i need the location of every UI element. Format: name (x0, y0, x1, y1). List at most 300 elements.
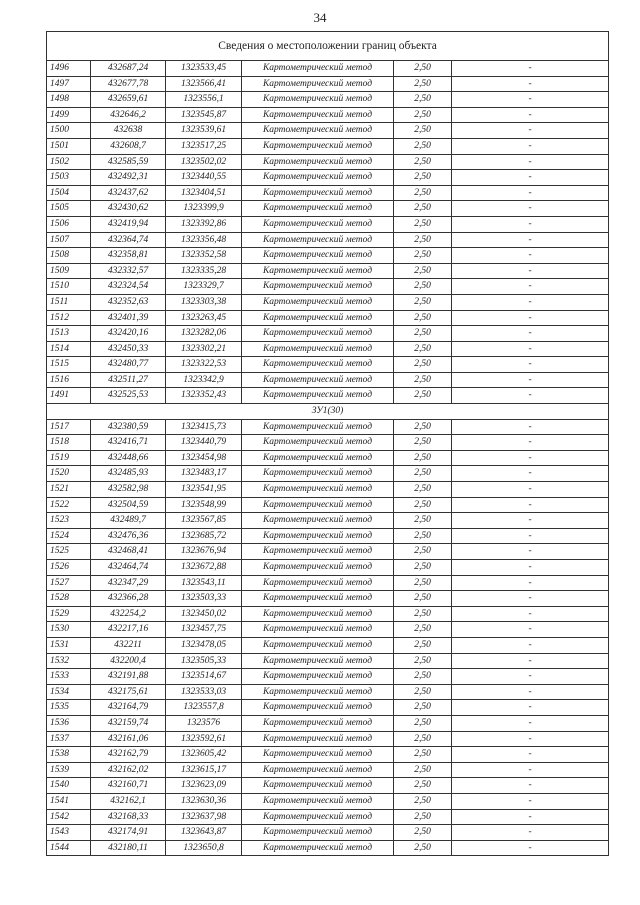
point-number: 1537 (47, 731, 91, 747)
accuracy-cell: 2,50 (394, 450, 452, 466)
y-coordinate: 1323637,98 (166, 809, 242, 825)
method-cell: Картометрический метод (242, 653, 394, 669)
description-cell: - (452, 185, 609, 201)
point-number: 1506 (47, 216, 91, 232)
description-cell: - (452, 450, 609, 466)
description-cell: - (452, 107, 609, 123)
table-row (47, 544, 609, 560)
y-coordinate: 1323533,45 (166, 61, 242, 77)
method-cell: Картометрический метод (242, 669, 394, 685)
description-cell: - (452, 310, 609, 326)
description-cell: - (452, 482, 609, 498)
point-number: 1522 (47, 497, 91, 513)
accuracy-cell: 2,50 (394, 528, 452, 544)
accuracy-cell: 2,50 (394, 310, 452, 326)
description-cell: - (452, 248, 609, 264)
x-coordinate: 432401,39 (91, 310, 166, 326)
y-coordinate: 1323415,73 (166, 419, 242, 435)
description-cell: - (452, 279, 609, 295)
description-cell: - (452, 123, 609, 139)
method-cell: Картометрический метод (242, 310, 394, 326)
description-cell: - (452, 715, 609, 731)
x-coordinate: 432430,62 (91, 201, 166, 217)
accuracy-cell: 2,50 (394, 762, 452, 778)
description-cell: - (452, 560, 609, 576)
method-cell: Картометрический метод (242, 825, 394, 841)
method-cell: Картометрический метод (242, 201, 394, 217)
description-cell: - (452, 700, 609, 716)
point-number: 1508 (47, 248, 91, 264)
x-coordinate: 432585,59 (91, 154, 166, 170)
point-number: 1525 (47, 544, 91, 560)
accuracy-cell: 2,50 (394, 154, 452, 170)
point-number: 1528 (47, 591, 91, 607)
method-cell: Картометрический метод (242, 591, 394, 607)
table-row (47, 201, 609, 217)
table-row (47, 154, 609, 170)
point-number: 1504 (47, 185, 91, 201)
table-row (47, 809, 609, 825)
x-coordinate: 432420,16 (91, 326, 166, 342)
description-cell: - (452, 170, 609, 186)
method-cell: Картометрический метод (242, 388, 394, 404)
method-cell: Картометрический метод (242, 419, 394, 435)
table-row (47, 466, 609, 482)
method-cell: Картометрический метод (242, 61, 394, 77)
description-cell: - (452, 138, 609, 154)
y-coordinate: 1323502,02 (166, 154, 242, 170)
method-cell: Картометрический метод (242, 700, 394, 716)
point-number: 1519 (47, 450, 91, 466)
method-cell: Картометрический метод (242, 606, 394, 622)
y-coordinate: 1323322,53 (166, 357, 242, 373)
x-coordinate: 432254,2 (91, 606, 166, 622)
method-cell: Картометрический метод (242, 544, 394, 560)
method-cell: Картометрический метод (242, 138, 394, 154)
point-number: 1500 (47, 123, 91, 139)
accuracy-cell: 2,50 (394, 435, 452, 451)
y-coordinate: 1323399,9 (166, 201, 242, 217)
x-coordinate: 432489,7 (91, 513, 166, 529)
point-number: 1529 (47, 606, 91, 622)
description-cell: - (452, 684, 609, 700)
method-cell: Картометрический метод (242, 294, 394, 310)
y-coordinate: 1323356,48 (166, 232, 242, 248)
accuracy-cell: 2,50 (394, 591, 452, 607)
accuracy-cell: 2,50 (394, 185, 452, 201)
point-number: 1534 (47, 684, 91, 700)
x-coordinate: 432638 (91, 123, 166, 139)
method-cell: Картометрический метод (242, 76, 394, 92)
y-coordinate: 1323404,51 (166, 185, 242, 201)
y-coordinate: 1323650,8 (166, 840, 242, 856)
description-cell: - (452, 528, 609, 544)
accuracy-cell: 2,50 (394, 92, 452, 108)
method-cell: Картометрический метод (242, 497, 394, 513)
x-coordinate: 432364,74 (91, 232, 166, 248)
table-row (47, 747, 609, 763)
method-cell: Картометрический метод (242, 123, 394, 139)
table-row (47, 216, 609, 232)
accuracy-cell: 2,50 (394, 825, 452, 841)
description-cell: - (452, 263, 609, 279)
description-cell: - (452, 809, 609, 825)
point-number: 1507 (47, 232, 91, 248)
x-coordinate: 432211 (91, 637, 166, 653)
x-coordinate: 432168,33 (91, 809, 166, 825)
table-row (47, 419, 609, 435)
description-cell: - (452, 201, 609, 217)
point-number: 1510 (47, 279, 91, 295)
table-row (47, 637, 609, 653)
description-cell: - (452, 388, 609, 404)
table-row (47, 762, 609, 778)
point-number: 1535 (47, 700, 91, 716)
accuracy-cell: 2,50 (394, 840, 452, 856)
description-cell: - (452, 669, 609, 685)
point-number: 1520 (47, 466, 91, 482)
method-cell: Картометрический метод (242, 513, 394, 529)
x-coordinate: 432200,4 (91, 653, 166, 669)
accuracy-cell: 2,50 (394, 372, 452, 388)
table-row (47, 185, 609, 201)
description-cell: - (452, 591, 609, 607)
x-coordinate: 432480,77 (91, 357, 166, 373)
x-coordinate: 432162,1 (91, 793, 166, 809)
x-coordinate: 432162,79 (91, 747, 166, 763)
description-cell: - (452, 419, 609, 435)
y-coordinate: 1323615,17 (166, 762, 242, 778)
description-cell: - (452, 793, 609, 809)
y-coordinate: 1323643,87 (166, 825, 242, 841)
y-coordinate: 1323440,79 (166, 435, 242, 451)
point-number: 1538 (47, 747, 91, 763)
method-cell: Картометрический метод (242, 216, 394, 232)
point-number: 1512 (47, 310, 91, 326)
accuracy-cell: 2,50 (394, 138, 452, 154)
table-title-row (47, 32, 609, 61)
x-coordinate: 432159,74 (91, 715, 166, 731)
description-cell: - (452, 778, 609, 794)
x-coordinate: 432161,06 (91, 731, 166, 747)
method-cell: Картометрический метод (242, 263, 394, 279)
table-row (47, 61, 609, 77)
method-cell: Картометрический метод (242, 575, 394, 591)
x-coordinate: 432352,63 (91, 294, 166, 310)
y-coordinate: 1323514,67 (166, 669, 242, 685)
y-coordinate: 1323533,03 (166, 684, 242, 700)
y-coordinate: 1323557,8 (166, 700, 242, 716)
description-cell: - (452, 76, 609, 92)
x-coordinate: 432419,94 (91, 216, 166, 232)
x-coordinate: 432416,71 (91, 435, 166, 451)
x-coordinate: 432687,24 (91, 61, 166, 77)
boundary-coordinates-table (46, 31, 609, 856)
section-label: ЗУ1(30) (47, 404, 609, 420)
y-coordinate: 1323545,87 (166, 107, 242, 123)
table-row (47, 294, 609, 310)
point-number: 1536 (47, 715, 91, 731)
accuracy-cell: 2,50 (394, 575, 452, 591)
description-cell: - (452, 357, 609, 373)
description-cell: - (452, 92, 609, 108)
method-cell: Картометрический метод (242, 482, 394, 498)
table-row (47, 76, 609, 92)
table-row (47, 731, 609, 747)
accuracy-cell: 2,50 (394, 170, 452, 186)
method-cell: Картометрический метод (242, 731, 394, 747)
table-row (47, 840, 609, 856)
description-cell: - (452, 232, 609, 248)
description-cell: - (452, 544, 609, 560)
accuracy-cell: 2,50 (394, 793, 452, 809)
description-cell: - (452, 154, 609, 170)
accuracy-cell: 2,50 (394, 466, 452, 482)
point-number: 1502 (47, 154, 91, 170)
table-row (47, 653, 609, 669)
y-coordinate: 1323556,1 (166, 92, 242, 108)
table-row (47, 450, 609, 466)
x-coordinate: 432191,88 (91, 669, 166, 685)
method-cell: Картометрический метод (242, 279, 394, 295)
x-coordinate: 432468,41 (91, 544, 166, 560)
point-number: 1530 (47, 622, 91, 638)
table-row (47, 435, 609, 451)
y-coordinate: 1323457,75 (166, 622, 242, 638)
point-number: 1533 (47, 669, 91, 685)
accuracy-cell: 2,50 (394, 669, 452, 685)
x-coordinate: 432492,31 (91, 170, 166, 186)
accuracy-cell: 2,50 (394, 637, 452, 653)
accuracy-cell: 2,50 (394, 809, 452, 825)
method-cell: Картометрический метод (242, 450, 394, 466)
description-cell: - (452, 61, 609, 77)
x-coordinate: 432504,59 (91, 497, 166, 513)
table-row (47, 684, 609, 700)
method-cell: Картометрический метод (242, 793, 394, 809)
description-cell: - (452, 372, 609, 388)
point-number: 1524 (47, 528, 91, 544)
y-coordinate: 1323539,61 (166, 123, 242, 139)
method-cell: Картометрический метод (242, 248, 394, 264)
method-cell: Картометрический метод (242, 762, 394, 778)
accuracy-cell: 2,50 (394, 123, 452, 139)
x-coordinate: 432180,11 (91, 840, 166, 856)
table-row (47, 372, 609, 388)
table-row (47, 279, 609, 295)
y-coordinate: 1323352,58 (166, 248, 242, 264)
point-number: 1501 (47, 138, 91, 154)
method-cell: Картометрический метод (242, 560, 394, 576)
accuracy-cell: 2,50 (394, 731, 452, 747)
accuracy-cell: 2,50 (394, 497, 452, 513)
method-cell: Картометрический метод (242, 747, 394, 763)
method-cell: Картометрический метод (242, 326, 394, 342)
y-coordinate: 1323676,94 (166, 544, 242, 560)
y-coordinate: 1323352,43 (166, 388, 242, 404)
table-row (47, 497, 609, 513)
y-coordinate: 1323282,06 (166, 326, 242, 342)
x-coordinate: 432380,59 (91, 419, 166, 435)
point-number: 1511 (47, 294, 91, 310)
accuracy-cell: 2,50 (394, 357, 452, 373)
point-number: 1521 (47, 482, 91, 498)
y-coordinate: 1323342,9 (166, 372, 242, 388)
description-cell: - (452, 575, 609, 591)
table-row (47, 357, 609, 373)
table-row (47, 528, 609, 544)
accuracy-cell: 2,50 (394, 216, 452, 232)
method-cell: Картометрический метод (242, 778, 394, 794)
point-number: 1491 (47, 388, 91, 404)
x-coordinate: 432646,2 (91, 107, 166, 123)
x-coordinate: 432450,33 (91, 341, 166, 357)
y-coordinate: 1323517,25 (166, 138, 242, 154)
accuracy-cell: 2,50 (394, 560, 452, 576)
x-coordinate: 432485,93 (91, 466, 166, 482)
table-title: Сведения о местоположении границ объекта (47, 32, 609, 61)
method-cell: Картометрический метод (242, 232, 394, 248)
table-row (47, 107, 609, 123)
method-cell: Картометрический метод (242, 357, 394, 373)
table-row (47, 232, 609, 248)
accuracy-cell: 2,50 (394, 715, 452, 731)
table-row (47, 669, 609, 685)
y-coordinate: 1323392,86 (166, 216, 242, 232)
point-number: 1542 (47, 809, 91, 825)
y-coordinate: 1323566,41 (166, 76, 242, 92)
method-cell: Картометрический метод (242, 715, 394, 731)
table-row (47, 591, 609, 607)
description-cell: - (452, 497, 609, 513)
description-cell: - (452, 435, 609, 451)
point-number: 1523 (47, 513, 91, 529)
x-coordinate: 432437,62 (91, 185, 166, 201)
method-cell: Картометрический метод (242, 840, 394, 856)
table-row (47, 326, 609, 342)
point-number: 1531 (47, 637, 91, 653)
point-number: 1518 (47, 435, 91, 451)
x-coordinate: 432324,54 (91, 279, 166, 295)
table-row (47, 170, 609, 186)
table-row (47, 560, 609, 576)
x-coordinate: 432677,78 (91, 76, 166, 92)
point-number: 1544 (47, 840, 91, 856)
accuracy-cell: 2,50 (394, 622, 452, 638)
table-row (47, 513, 609, 529)
point-number: 1543 (47, 825, 91, 841)
accuracy-cell: 2,50 (394, 326, 452, 342)
point-number: 1505 (47, 201, 91, 217)
method-cell: Картометрический метод (242, 684, 394, 700)
description-cell: - (452, 731, 609, 747)
point-number: 1532 (47, 653, 91, 669)
accuracy-cell: 2,50 (394, 544, 452, 560)
x-coordinate: 432525,53 (91, 388, 166, 404)
y-coordinate: 1323548,99 (166, 497, 242, 513)
table-row (47, 778, 609, 794)
point-number: 1526 (47, 560, 91, 576)
x-coordinate: 432476,36 (91, 528, 166, 544)
x-coordinate: 432358,81 (91, 248, 166, 264)
method-cell: Картометрический метод (242, 622, 394, 638)
table-row (47, 606, 609, 622)
description-cell: - (452, 294, 609, 310)
table-row (47, 715, 609, 731)
x-coordinate: 432659,61 (91, 92, 166, 108)
section-header-row (47, 404, 609, 420)
point-number: 1539 (47, 762, 91, 778)
accuracy-cell: 2,50 (394, 388, 452, 404)
y-coordinate: 1323672,88 (166, 560, 242, 576)
method-cell: Картометрический метод (242, 809, 394, 825)
description-cell: - (452, 747, 609, 763)
table-row (47, 92, 609, 108)
y-coordinate: 1323302,21 (166, 341, 242, 357)
x-coordinate: 432164,79 (91, 700, 166, 716)
accuracy-cell: 2,50 (394, 684, 452, 700)
table-row (47, 700, 609, 716)
x-coordinate: 432448,66 (91, 450, 166, 466)
accuracy-cell: 2,50 (394, 263, 452, 279)
method-cell: Картометрический метод (242, 528, 394, 544)
y-coordinate: 1323478,05 (166, 637, 242, 653)
table-row (47, 482, 609, 498)
description-cell: - (452, 825, 609, 841)
x-coordinate: 432332,57 (91, 263, 166, 279)
y-coordinate: 1323685,72 (166, 528, 242, 544)
method-cell: Картометрический метод (242, 107, 394, 123)
y-coordinate: 1323335,28 (166, 263, 242, 279)
y-coordinate: 1323483,17 (166, 466, 242, 482)
y-coordinate: 1323630,36 (166, 793, 242, 809)
table-row (47, 622, 609, 638)
table-row (47, 793, 609, 809)
x-coordinate: 432582,98 (91, 482, 166, 498)
point-number: 1503 (47, 170, 91, 186)
y-coordinate: 1323592,61 (166, 731, 242, 747)
accuracy-cell: 2,50 (394, 419, 452, 435)
description-cell: - (452, 637, 609, 653)
x-coordinate: 432366,28 (91, 591, 166, 607)
point-number: 1509 (47, 263, 91, 279)
accuracy-cell: 2,50 (394, 747, 452, 763)
x-coordinate: 432464,74 (91, 560, 166, 576)
accuracy-cell: 2,50 (394, 232, 452, 248)
method-cell: Картометрический метод (242, 170, 394, 186)
y-coordinate: 1323541,95 (166, 482, 242, 498)
page-number: 34 (313, 10, 327, 25)
accuracy-cell: 2,50 (394, 107, 452, 123)
y-coordinate: 1323623,09 (166, 778, 242, 794)
accuracy-cell: 2,50 (394, 294, 452, 310)
accuracy-cell: 2,50 (394, 653, 452, 669)
method-cell: Картометрический метод (242, 154, 394, 170)
description-cell: - (452, 216, 609, 232)
method-cell: Картометрический метод (242, 341, 394, 357)
description-cell: - (452, 606, 609, 622)
x-coordinate: 432608,7 (91, 138, 166, 154)
y-coordinate: 1323440,55 (166, 170, 242, 186)
method-cell: Картометрический метод (242, 92, 394, 108)
y-coordinate: 1323303,38 (166, 294, 242, 310)
table-row (47, 138, 609, 154)
x-coordinate: 432175,61 (91, 684, 166, 700)
description-cell: - (452, 840, 609, 856)
y-coordinate: 1323543,11 (166, 575, 242, 591)
x-coordinate: 432217,16 (91, 622, 166, 638)
y-coordinate: 1323503,33 (166, 591, 242, 607)
